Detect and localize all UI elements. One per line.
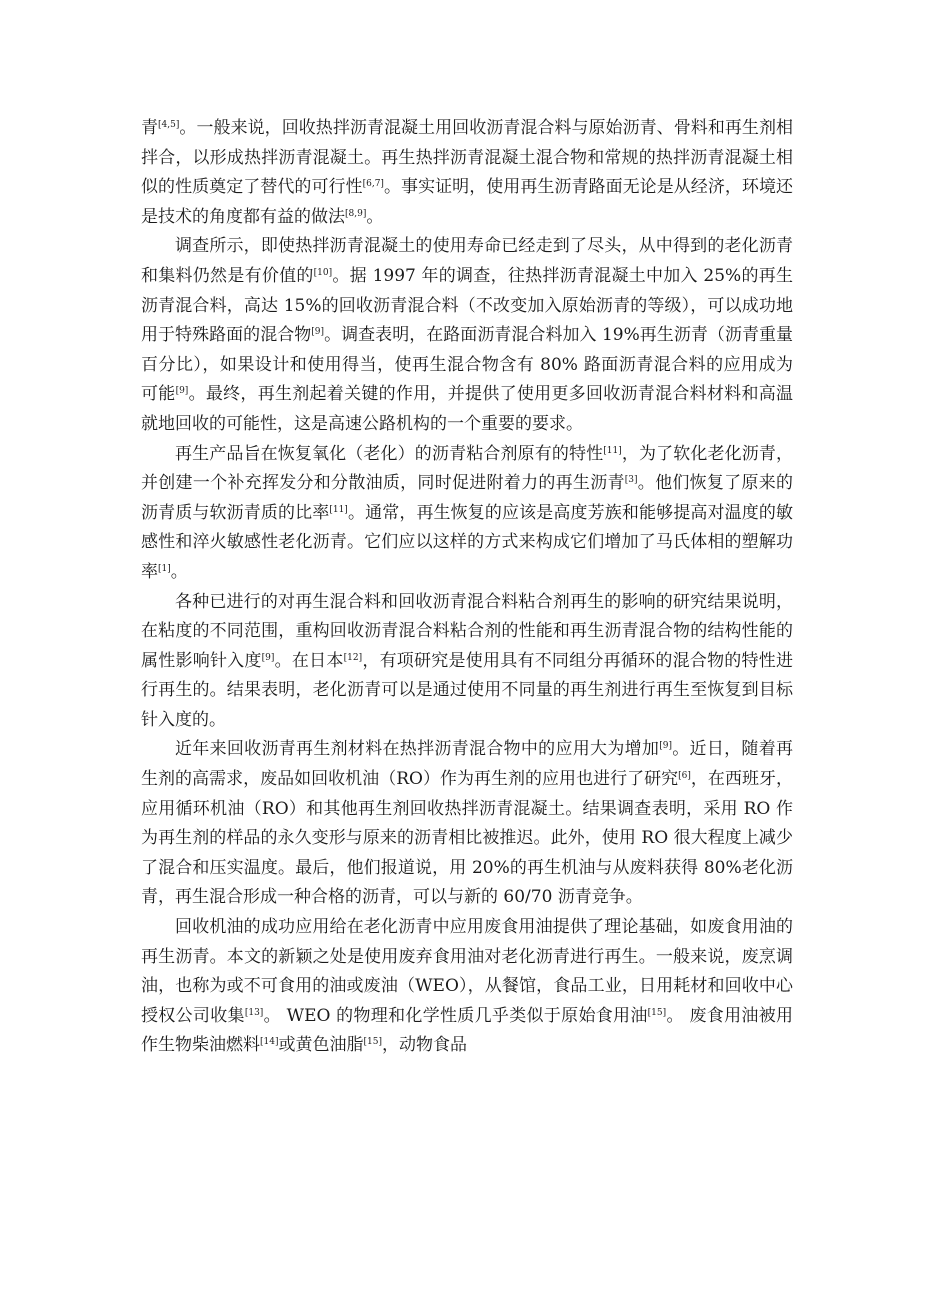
citation-ref: [3] <box>624 475 638 486</box>
text-run: 。事实证明，使用再生沥青路面无论是从经济，环境还是技术的角度都有益的做法 <box>141 177 794 227</box>
text-run: 。 <box>366 206 384 227</box>
text-run: ，为了软化老化沥青，并创建一个补充挥发分和分散油质，同时促进附着力的再生沥青 <box>141 443 794 494</box>
text-run: 回收机油的成功应用给在老化沥青中应用废食用油提供了理论基础，如废食用油的再生沥青。本文的新颖之处是使用废弃食用油对老化沥青进行再生。一般来说，废烹调油，也称为或不可食用的油或废油（WEO），从餐馆，食品工业，日用耗材和回收中心授权公司收集 <box>141 917 793 1026</box>
text-run: ，动物食品 <box>381 1035 467 1056</box>
document-body <box>141 114 793 1061</box>
text-run: 。他们恢复了原来的沥青质与软沥青质的比率 <box>141 473 794 523</box>
text-run: 或黄色油脂 <box>278 1035 364 1056</box>
citation-ref: [1] <box>158 563 171 574</box>
citation-ref: [9] <box>175 386 189 397</box>
citation-ref: [9] <box>311 327 325 338</box>
citation-ref: [4,5] <box>158 120 180 130</box>
citation-ref: [15] <box>647 1007 667 1018</box>
text-run: 青 <box>141 118 159 138</box>
text-run: ，在西班牙，应用循环机油（RO）和其他再生剂回收热拌沥青混凝土。结果调查表明，采用 RO 作为再生剂的样品的永久变形与原来的沥青相比被推迟。此外，使用 RO 很大程度上减少了混合和压实温度。最后，他们报道说，用 20%的再生机油与从废料获得 80%老化沥青，再生混合形成一种合格的沥青，可以与新的 60/70 沥青竞争。 <box>141 769 793 908</box>
text-run: 。据 1997 年的调查，往热拌沥青混凝土中加入 25%的再生沥青混合料，高达 15%的回收沥青混合料（不改变加入原始沥青的等级），可以成功地用于特殊路面的混合物 <box>141 265 794 346</box>
citation-ref: [9] <box>659 741 672 752</box>
text-run: 各种已进行的对再生混合料和回收沥青混合料粘合剂再生的影响的研究结果说明，在粘度的不同范围，重构回收沥青混合料粘合剂的性能和再生沥青混合物的结构性能的属性影响针入度 <box>141 591 793 671</box>
text-run: 。 WEO 的物理和化学性质几乎类似于原始食用油 <box>263 1005 648 1026</box>
text-run: 。一般来说，回收热拌沥青混凝土用回收沥青混合料与原始沥青、骨料和再生剂相拌合，以形成热拌沥青混凝土。再生热拌沥青混凝土混合物和常规的热拌沥青混凝土相似的性质奠定了替代的可行性 <box>141 118 794 198</box>
text-run: 再生产品旨在恢复氧化（老化）的沥青粘合剂原有的特性 <box>175 443 604 464</box>
citation-ref: [12] <box>343 652 363 663</box>
paragraph-3 <box>141 440 793 588</box>
paragraph-6 <box>141 913 793 1061</box>
text-run: 。 废食用油被用作生物柴油燃料 <box>141 1005 794 1056</box>
text-run: 。近日，随着再生剂的高需求，废品如回收机油（RO）作为再生剂的应用也进行了研究 <box>141 739 794 790</box>
text-run: ，有项研究是使用具有不同组分再循环的混合物的特性进行再生的。结果表明，老化沥青可以是通过使用不同量的再生剂进行再生至恢复到目标针入度的。 <box>141 650 794 730</box>
citation-ref: [14] <box>260 1037 279 1048</box>
citation-ref: [8,9] <box>345 208 367 219</box>
text-run: 。调查表明，在路面沥青混合料加入 19%再生沥青（沥青重量百分比），如果设计和使用得当，使再生混合物含有 80% 路面沥青混合料的应用成为可能 <box>141 325 793 405</box>
citation-ref: [6] <box>678 771 691 782</box>
text-run: 。 <box>170 561 188 582</box>
text-run: 。通常，再生恢复的应该是高度芳族和能够提高对温度的敏感性和淬火敏感性老化沥青。它们应以这样的方式来构成它们增加了马氏体相的塑解功率 <box>141 502 794 582</box>
paragraph-1 <box>141 114 793 232</box>
citation-ref: [11] <box>329 504 348 515</box>
citation-ref: [13] <box>244 1007 264 1018</box>
citation-ref: [10] <box>313 267 333 278</box>
citation-ref: [6,7] <box>362 179 384 190</box>
text-run: 。在日本 <box>274 650 344 671</box>
paragraph-2 <box>141 232 793 439</box>
text-run: 近年来回收沥青再生剂材料在热拌沥青混合物中的应用大为增加 <box>175 739 660 760</box>
citation-ref: [15] <box>363 1037 382 1048</box>
text-run: 调查所示，即使热拌沥青混凝土的使用寿命已经走到了尽头，从中得到的老化沥青和集料仍然是有价值的 <box>141 236 793 286</box>
citation-ref: [11] <box>603 445 622 456</box>
paragraph-4 <box>141 588 793 736</box>
paragraph-5 <box>141 735 793 913</box>
text-run: 。最终，再生剂起着关键的作用，并提供了使用更多回收沥青混合料材料和高温就地回收的可能性，这是高速公路机构的一个重要的要求。 <box>141 384 794 434</box>
citation-ref: [9] <box>261 652 275 663</box>
